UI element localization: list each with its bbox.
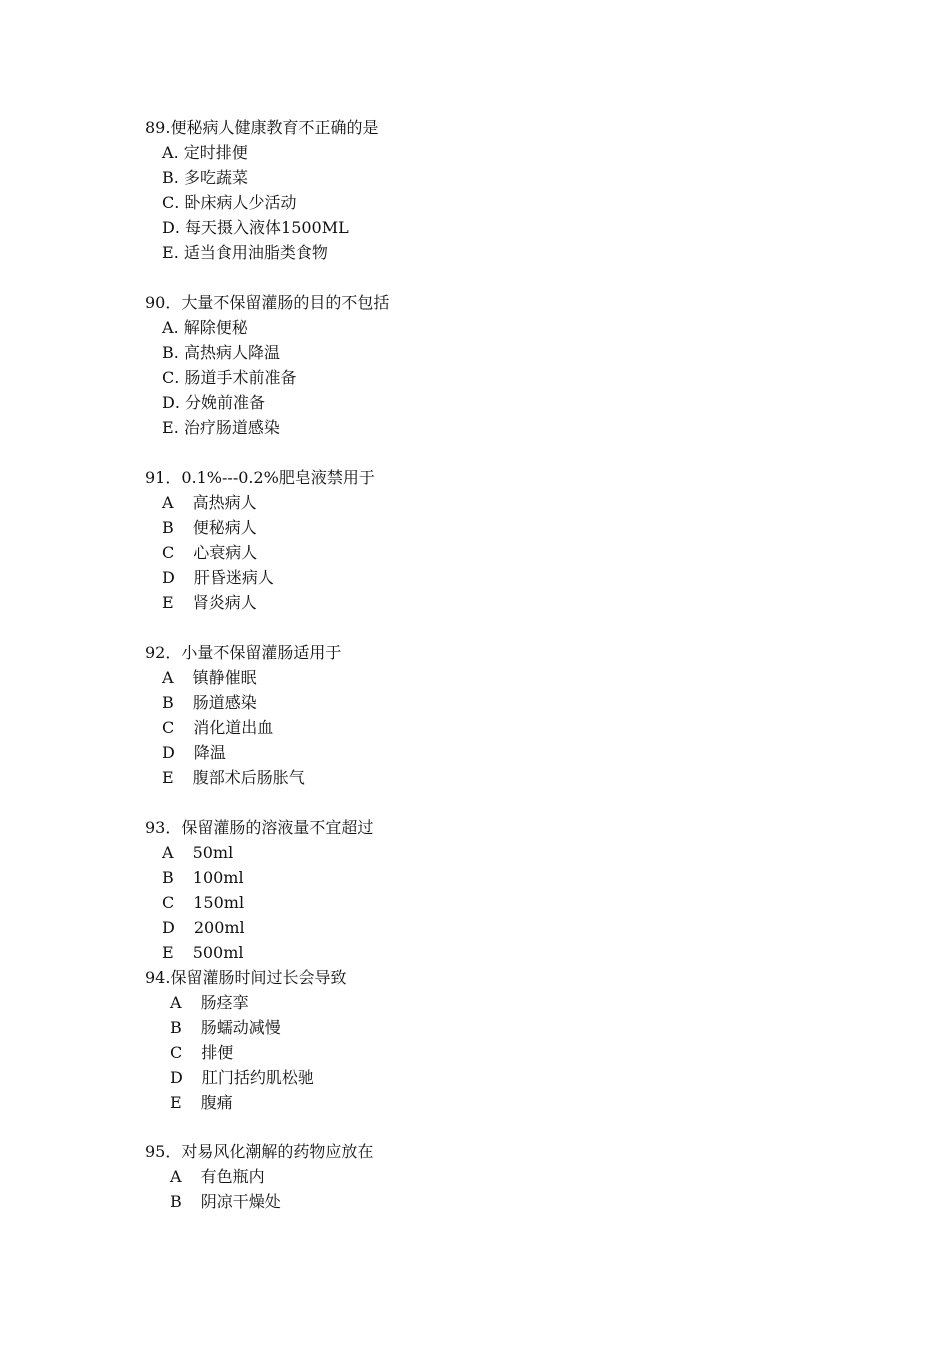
option-text: 治疗肠道感染 [183,418,280,437]
option-separator: . [173,168,179,187]
option-a [145,140,378,165]
option-letter: E [162,768,174,787]
question-94 [145,965,346,1115]
option-text: 肾炎病人 [192,593,257,612]
option-letter: E [162,943,174,962]
option-e [145,1090,346,1115]
option-b [145,1015,346,1040]
option-letter: D [162,218,175,237]
option-a [145,315,389,340]
option-text: 卧床病人少活动 [184,193,297,212]
option-text: 50ml [192,843,234,862]
option-d [145,390,389,415]
option-letter: B [162,693,174,712]
option-letter: D [170,1068,183,1087]
option-b [145,165,378,190]
option-letter: A [162,668,174,687]
option-letter: E [162,418,174,437]
option-separator: . [174,218,180,237]
option-letter: C [162,543,175,562]
option-e [145,240,378,265]
option-separator: . [174,368,180,387]
option-letter: A [162,493,174,512]
option-d [145,215,378,240]
option-letter: B [170,1192,182,1211]
question-stem: 93．保留灌肠的溶液量不宜超过 [145,818,374,837]
option-text: 心衰病人 [193,543,258,562]
question-stem: 89.便秘病人健康教育不正确的是 [145,118,379,137]
option-letter: A [170,993,182,1012]
option-text: 肠蠕动减慢 [200,1018,281,1037]
option-separator: . [174,393,180,412]
option-letter: C [162,893,175,912]
option-e [145,765,341,790]
option-letter: A [162,843,174,862]
option-text: 分娩前准备 [185,393,266,412]
option-letter: B [162,518,174,537]
option-text: 解除便秘 [183,318,248,337]
option-b [145,865,373,890]
option-a [145,840,373,865]
option-letter: B [162,868,174,887]
option-letter: E [162,243,174,262]
option-text: 适当食用油脂类食物 [183,243,328,262]
option-text: 500ml [192,943,244,962]
option-c [145,365,389,390]
option-b [145,690,341,715]
option-a [145,490,375,515]
option-b [145,515,375,540]
option-text: 150ml [193,893,245,912]
option-separator: . [173,418,179,437]
option-letter: A [162,143,174,162]
option-text: 便秘病人 [192,518,257,537]
question-stem: 92．小量不保留灌肠适用于 [145,643,342,662]
option-separator: . [173,318,179,337]
option-d [145,915,373,940]
question-stem: 95．对易风化潮解的药物应放在 [145,1142,374,1161]
option-d [145,1065,346,1090]
option-separator: . [174,193,180,212]
option-letter: D [162,568,175,587]
option-text: 排便 [201,1043,234,1062]
option-letter: D [162,918,175,937]
option-letter: C [162,193,175,212]
option-d [145,740,341,765]
option-text: 镇静催眠 [192,668,257,687]
option-text: 定时排便 [183,143,248,162]
option-a [145,665,341,690]
option-letter: E [162,593,174,612]
option-text: 200ml [193,918,245,937]
option-c [145,540,375,565]
option-letter: C [162,368,175,387]
option-text: 高热病人降温 [183,343,280,362]
option-a [145,1164,373,1189]
option-text: 消化道出血 [193,718,274,737]
option-letter: A [162,318,174,337]
option-b [145,1189,373,1214]
option-a [145,990,346,1015]
option-e [145,940,373,965]
option-text: 每天摄入液体1500ML [185,218,349,237]
question-stem: 91．0.1%---0.2%肥皂液禁用于 [145,468,375,487]
option-c [145,890,373,915]
option-text: 有色瓶内 [200,1167,265,1186]
option-letter: B [162,168,174,187]
option-text: 100ml [192,868,244,887]
option-letter: B [162,343,174,362]
option-text: 腹痛 [200,1093,233,1112]
option-text: 阴凉干燥处 [200,1192,281,1211]
option-text: 肝昏迷病人 [193,568,274,587]
option-c [145,715,341,740]
question-92 [145,640,341,790]
option-text: 降温 [193,743,226,762]
option-d [145,565,375,590]
option-letter: B [170,1018,182,1037]
question-stem: 90．大量不保留灌肠的目的不包括 [145,293,390,312]
option-text: 多吃蔬菜 [183,168,248,187]
option-letter: E [170,1093,182,1112]
question-91 [145,465,375,615]
option-c [145,190,378,215]
option-letter: D [162,743,175,762]
option-e [145,415,389,440]
question-95 [145,1139,373,1214]
option-e [145,590,375,615]
option-letter: C [162,718,175,737]
option-separator: . [173,143,179,162]
option-letter: D [162,393,175,412]
option-text: 高热病人 [192,493,257,512]
question-90 [145,290,389,440]
option-c [145,1040,346,1065]
option-separator: . [173,343,179,362]
question-stem: 94.保留灌肠时间过长会导致 [145,968,347,987]
option-separator: . [173,243,179,262]
option-text: 肠痉挛 [200,993,249,1012]
option-letter: A [170,1167,182,1186]
option-text: 肠道感染 [192,693,257,712]
option-text: 腹部术后肠胀气 [192,768,305,787]
question-93 [145,815,373,965]
question-89 [145,115,378,265]
option-text: 肛门括约肌松驰 [201,1068,314,1087]
option-text: 肠道手术前准备 [184,368,297,387]
option-letter: C [170,1043,183,1062]
option-b [145,340,389,365]
